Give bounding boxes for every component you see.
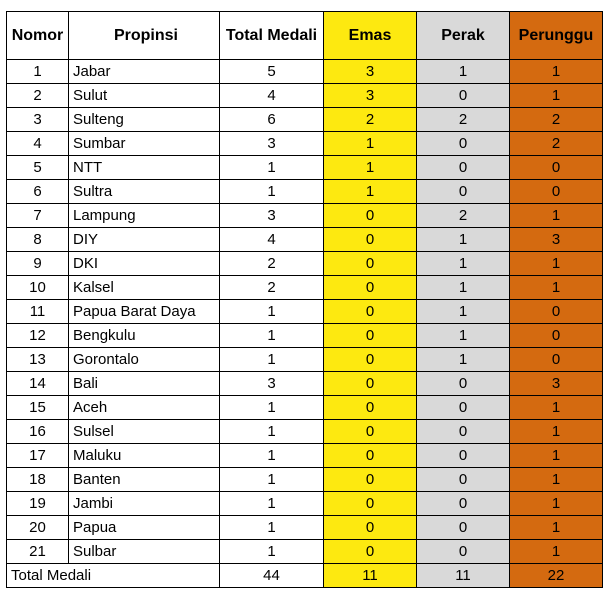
cell-total: 4 <box>220 228 324 252</box>
table-row <box>7 156 603 180</box>
table-row <box>7 396 603 420</box>
cell-nomor: 12 <box>7 324 69 348</box>
cell-perak: 0 <box>417 372 510 396</box>
cell-perunggu: 1 <box>510 444 603 468</box>
cell-perunggu: 0 <box>510 300 603 324</box>
cell-propinsi: Sulut <box>69 84 220 108</box>
cell-propinsi: Lampung <box>69 204 220 228</box>
cell-perak: 2 <box>417 108 510 132</box>
total-medali-sum: 44 <box>220 564 324 588</box>
cell-perunggu: 1 <box>510 252 603 276</box>
cell-emas: 1 <box>324 180 417 204</box>
cell-emas: 1 <box>324 156 417 180</box>
cell-perunggu: 1 <box>510 84 603 108</box>
cell-total: 2 <box>220 252 324 276</box>
cell-emas: 0 <box>324 444 417 468</box>
cell-perunggu: 3 <box>510 228 603 252</box>
cell-emas: 1 <box>324 132 417 156</box>
cell-perak: 1 <box>417 60 510 84</box>
cell-perunggu: 0 <box>510 180 603 204</box>
cell-perunggu: 1 <box>510 468 603 492</box>
cell-nomor: 21 <box>7 540 69 564</box>
cell-total: 1 <box>220 396 324 420</box>
cell-nomor: 4 <box>7 132 69 156</box>
cell-perunggu: 1 <box>510 516 603 540</box>
cell-nomor: 14 <box>7 372 69 396</box>
cell-nomor: 5 <box>7 156 69 180</box>
cell-total: 1 <box>220 420 324 444</box>
table-row <box>7 180 603 204</box>
cell-nomor: 15 <box>7 396 69 420</box>
table-row <box>7 204 603 228</box>
header-emas: Emas <box>324 12 417 60</box>
cell-perunggu: 1 <box>510 276 603 300</box>
cell-total: 3 <box>220 204 324 228</box>
header-perak: Perak <box>417 12 510 60</box>
cell-propinsi: NTT <box>69 156 220 180</box>
cell-total: 1 <box>220 300 324 324</box>
cell-perunggu: 0 <box>510 348 603 372</box>
total-emas-sum: 11 <box>324 564 417 588</box>
cell-emas: 3 <box>324 60 417 84</box>
cell-emas: 2 <box>324 108 417 132</box>
table-row <box>7 276 603 300</box>
cell-nomor: 17 <box>7 444 69 468</box>
cell-perak: 0 <box>417 132 510 156</box>
cell-emas: 0 <box>324 300 417 324</box>
total-label: Total Medali <box>7 564 220 588</box>
cell-emas: 0 <box>324 252 417 276</box>
cell-propinsi: Maluku <box>69 444 220 468</box>
cell-total: 1 <box>220 180 324 204</box>
cell-perak: 1 <box>417 348 510 372</box>
total-row <box>7 564 603 588</box>
cell-emas: 0 <box>324 348 417 372</box>
cell-nomor: 9 <box>7 252 69 276</box>
cell-nomor: 2 <box>7 84 69 108</box>
cell-total: 5 <box>220 60 324 84</box>
cell-total: 1 <box>220 348 324 372</box>
cell-perak: 0 <box>417 444 510 468</box>
table-row <box>7 108 603 132</box>
cell-perak: 0 <box>417 180 510 204</box>
cell-perak: 0 <box>417 492 510 516</box>
cell-nomor: 10 <box>7 276 69 300</box>
table-row <box>7 252 603 276</box>
table-row <box>7 444 603 468</box>
cell-perak: 0 <box>417 156 510 180</box>
cell-nomor: 20 <box>7 516 69 540</box>
cell-total: 3 <box>220 372 324 396</box>
cell-nomor: 11 <box>7 300 69 324</box>
cell-nomor: 6 <box>7 180 69 204</box>
table-row <box>7 228 603 252</box>
cell-propinsi: Banten <box>69 468 220 492</box>
cell-perunggu: 1 <box>510 492 603 516</box>
cell-nomor: 1 <box>7 60 69 84</box>
cell-emas: 0 <box>324 396 417 420</box>
cell-total: 1 <box>220 444 324 468</box>
cell-perak: 0 <box>417 468 510 492</box>
cell-propinsi: Gorontalo <box>69 348 220 372</box>
cell-perunggu: 1 <box>510 396 603 420</box>
cell-perunggu: 0 <box>510 324 603 348</box>
cell-nomor: 18 <box>7 468 69 492</box>
header-propinsi: Propinsi <box>69 12 220 60</box>
cell-perak: 0 <box>417 84 510 108</box>
header-nomor: Nomor <box>7 12 69 60</box>
cell-total: 1 <box>220 492 324 516</box>
cell-propinsi: Jambi <box>69 492 220 516</box>
cell-total: 1 <box>220 516 324 540</box>
cell-propinsi: Bengkulu <box>69 324 220 348</box>
table-row <box>7 300 603 324</box>
cell-nomor: 7 <box>7 204 69 228</box>
cell-perunggu: 3 <box>510 372 603 396</box>
cell-emas: 0 <box>324 324 417 348</box>
cell-perunggu: 0 <box>510 156 603 180</box>
cell-propinsi: Papua Barat Daya <box>69 300 220 324</box>
cell-nomor: 3 <box>7 108 69 132</box>
cell-emas: 0 <box>324 516 417 540</box>
cell-perak: 2 <box>417 204 510 228</box>
header-total-medali: Total Medali <box>220 12 324 60</box>
cell-perak: 1 <box>417 228 510 252</box>
table-row <box>7 60 603 84</box>
cell-propinsi: Sulsel <box>69 420 220 444</box>
cell-emas: 0 <box>324 468 417 492</box>
table-row <box>7 324 603 348</box>
cell-propinsi: Kalsel <box>69 276 220 300</box>
cell-propinsi: Sulbar <box>69 540 220 564</box>
total-perunggu-sum: 22 <box>510 564 603 588</box>
cell-perak: 1 <box>417 324 510 348</box>
cell-nomor: 8 <box>7 228 69 252</box>
cell-emas: 0 <box>324 420 417 444</box>
table-row <box>7 420 603 444</box>
cell-total: 1 <box>220 540 324 564</box>
cell-emas: 0 <box>324 276 417 300</box>
table-row <box>7 468 603 492</box>
table-row <box>7 348 603 372</box>
cell-perunggu: 1 <box>510 420 603 444</box>
cell-nomor: 16 <box>7 420 69 444</box>
header-row <box>7 12 603 60</box>
cell-perunggu: 1 <box>510 540 603 564</box>
cell-propinsi: Aceh <box>69 396 220 420</box>
cell-propinsi: Sumbar <box>69 132 220 156</box>
cell-propinsi: Sultra <box>69 180 220 204</box>
cell-propinsi: Bali <box>69 372 220 396</box>
cell-emas: 0 <box>324 228 417 252</box>
cell-total: 3 <box>220 132 324 156</box>
table-row <box>7 540 603 564</box>
cell-emas: 0 <box>324 492 417 516</box>
table-header <box>7 12 603 60</box>
total-perak-sum: 11 <box>417 564 510 588</box>
cell-total: 2 <box>220 276 324 300</box>
cell-emas: 3 <box>324 84 417 108</box>
table-body <box>7 60 603 588</box>
cell-propinsi: DKI <box>69 252 220 276</box>
cell-perunggu: 1 <box>510 60 603 84</box>
cell-emas: 0 <box>324 204 417 228</box>
cell-total: 1 <box>220 468 324 492</box>
cell-perak: 1 <box>417 276 510 300</box>
table-row <box>7 84 603 108</box>
cell-total: 1 <box>220 324 324 348</box>
cell-emas: 0 <box>324 372 417 396</box>
header-perunggu: Perunggu <box>510 12 603 60</box>
cell-perak: 0 <box>417 540 510 564</box>
cell-propinsi: Papua <box>69 516 220 540</box>
cell-nomor: 19 <box>7 492 69 516</box>
table-row <box>7 372 603 396</box>
cell-perunggu: 1 <box>510 204 603 228</box>
cell-propinsi: DIY <box>69 228 220 252</box>
cell-total: 6 <box>220 108 324 132</box>
table-row <box>7 132 603 156</box>
cell-perak: 0 <box>417 420 510 444</box>
cell-propinsi: Sulteng <box>69 108 220 132</box>
cell-perunggu: 2 <box>510 108 603 132</box>
medal-table <box>6 11 603 588</box>
cell-perak: 1 <box>417 300 510 324</box>
cell-total: 1 <box>220 156 324 180</box>
cell-perunggu: 2 <box>510 132 603 156</box>
cell-total: 4 <box>220 84 324 108</box>
table-row <box>7 516 603 540</box>
cell-perak: 0 <box>417 516 510 540</box>
table-row <box>7 492 603 516</box>
cell-perak: 0 <box>417 396 510 420</box>
cell-emas: 0 <box>324 540 417 564</box>
cell-propinsi: Jabar <box>69 60 220 84</box>
cell-nomor: 13 <box>7 348 69 372</box>
cell-perak: 1 <box>417 252 510 276</box>
